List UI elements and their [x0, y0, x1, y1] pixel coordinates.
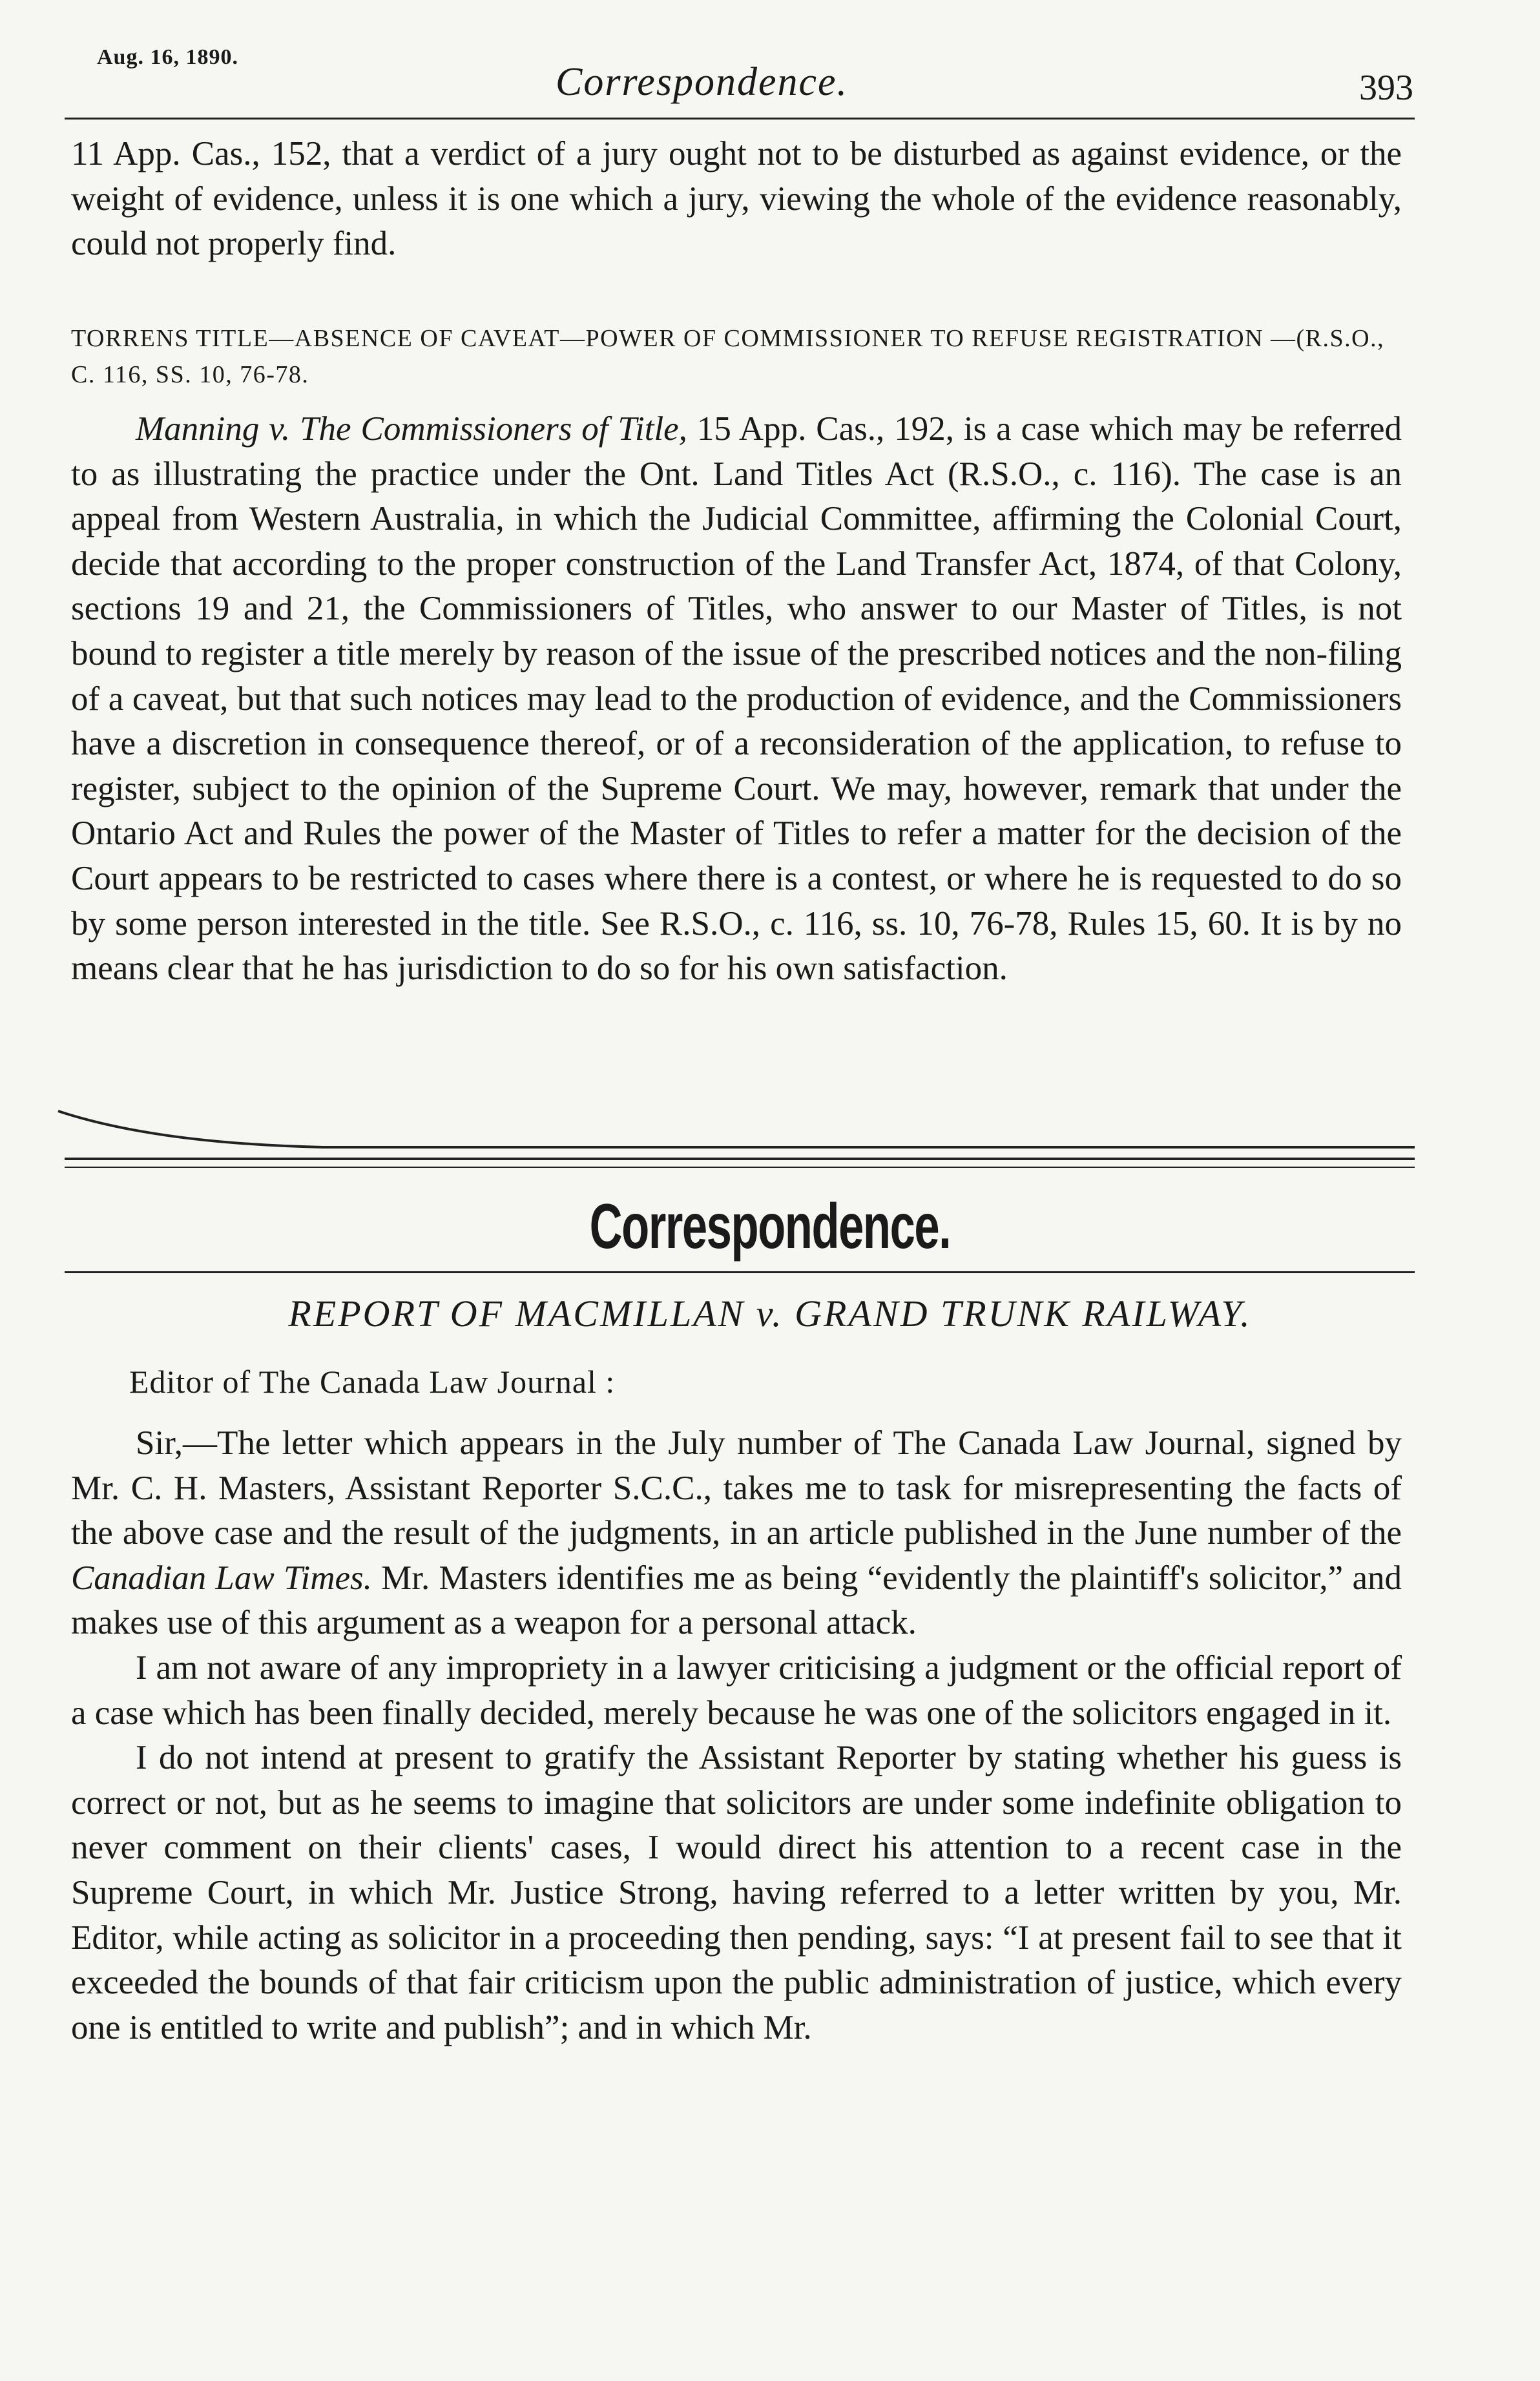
case-note-manning — [71, 407, 1402, 992]
letter-paragraph-1 — [71, 1421, 1402, 1646]
header-rule — [65, 118, 1415, 120]
letter-addressee: Editor of The Canada Law Journal : — [129, 1364, 616, 1400]
paragraph-text: Mr. Masters identifies me as being “evidently the plaintiff's solicitor,” and makes use of this argument as a weapon for a personal attack. — [71, 1559, 1402, 1642]
case-headnote: TORRENS TITLE—ABSENCE OF CAVEAT—POWER OF COMMISSIONER TO REFUSE REGISTRATION —(R.S.O., C. 116, SS. 10, 76-78. — [71, 325, 1385, 388]
section-title: Correspondence. — [589, 1190, 951, 1262]
letter-paragraph-3: I do not intend at present to gratify the Assistant Reporter by stating whether his guess is correct or not, but as he seems to imagine that solicitors are under some indefinite obligation to never comment on their clients' cases, I would direct his attention to a recent case in the Supreme Court, in which Mr. Justice Strong, having referred to a letter written by you, Mr. Editor, while acting as solicitor in a proceeding then pending, says: “I at present fail to see that it exceeded the bounds of that fair criticism upon the public administration of justice, which every one is entitled to write and publish”; and in which Mr. — [71, 1739, 1402, 2046]
letter-body — [71, 1421, 1402, 2050]
section-divider-thick — [65, 1158, 1415, 1160]
issue-date: Aug. 16, 1890. — [97, 45, 238, 69]
end-flourish — [52, 1105, 1421, 1156]
letter-paragraph-2: I am not aware of any impropriety in a lawyer criticising a judgment or the official report of a case which has been finally decided, merely because he was one of the solicitors engaged in it. — [71, 1648, 1402, 1732]
publication-name: Canadian Law Times. — [71, 1559, 372, 1597]
running-title: Correspondence. — [556, 60, 849, 104]
paragraph-text: Sir,—The letter which appears in the July number of The Canada Law Journal, signed by Mr. C. H. Masters, Assistant Reporter S.C.C., takes me to task for misrepresenting the facts of the above case and the result of the judgments, in an article published in the June number of the — [71, 1424, 1402, 1552]
letter-title: REPORT OF MACMILLAN v. GRAND TRUNK RAILWAY. — [288, 1293, 1252, 1335]
section-title-rule — [65, 1271, 1415, 1273]
paragraph-body: 15 App. Cas., 192, is a case which may be referred to as illustrating the practice under the Ont. Land Titles Act (R.S.O., c. 116). The case is an appeal from Western Australia, in which the Judicial Committee, affirming the Colonial Court, decide that according to the proper construction of the Land Transfer Act, 1874, of that Colony, sections 19 and 21, the Commissioners of Titles, who answer to our Master of Titles, is not bound to register a title merely by reason of the issue of the prescribed notices and the non-filing of a caveat, but that such notices may lead to the production of evidence, and the Commissioners have a discretion in consequence thereof, or of a reconsideration of the application, to refuse to register, subject to the opinion of the Supreme Court. We may, however, remark that under the Ontario Act and Rules the power of the Master of Titles to refer a matter for the decision of the Court appears to be restricted to cases where there is a contest, or where he is requested to do so by some person interested in the title. See R.S.O., c. 116, ss. 10, 76-78, Rules 15, 60. It is by no means clear that he has jurisdiction to do so for his own satisfaction. — [71, 410, 1402, 988]
section-divider-thin — [65, 1167, 1415, 1168]
case-name: Manning v. The Commissioners of Title, — [136, 410, 687, 448]
paragraph — [71, 407, 1402, 992]
case-note-continuation — [71, 132, 1402, 267]
page-number: 393 — [1359, 68, 1413, 108]
paragraph: 11 App. Cas., 152, that a verdict of a jury ought not to be disturbed as against evidence, or the weight of evidence, unless it is one which a jury, viewing the whole of the evidence reasonably, could not properly find. — [71, 135, 1402, 263]
